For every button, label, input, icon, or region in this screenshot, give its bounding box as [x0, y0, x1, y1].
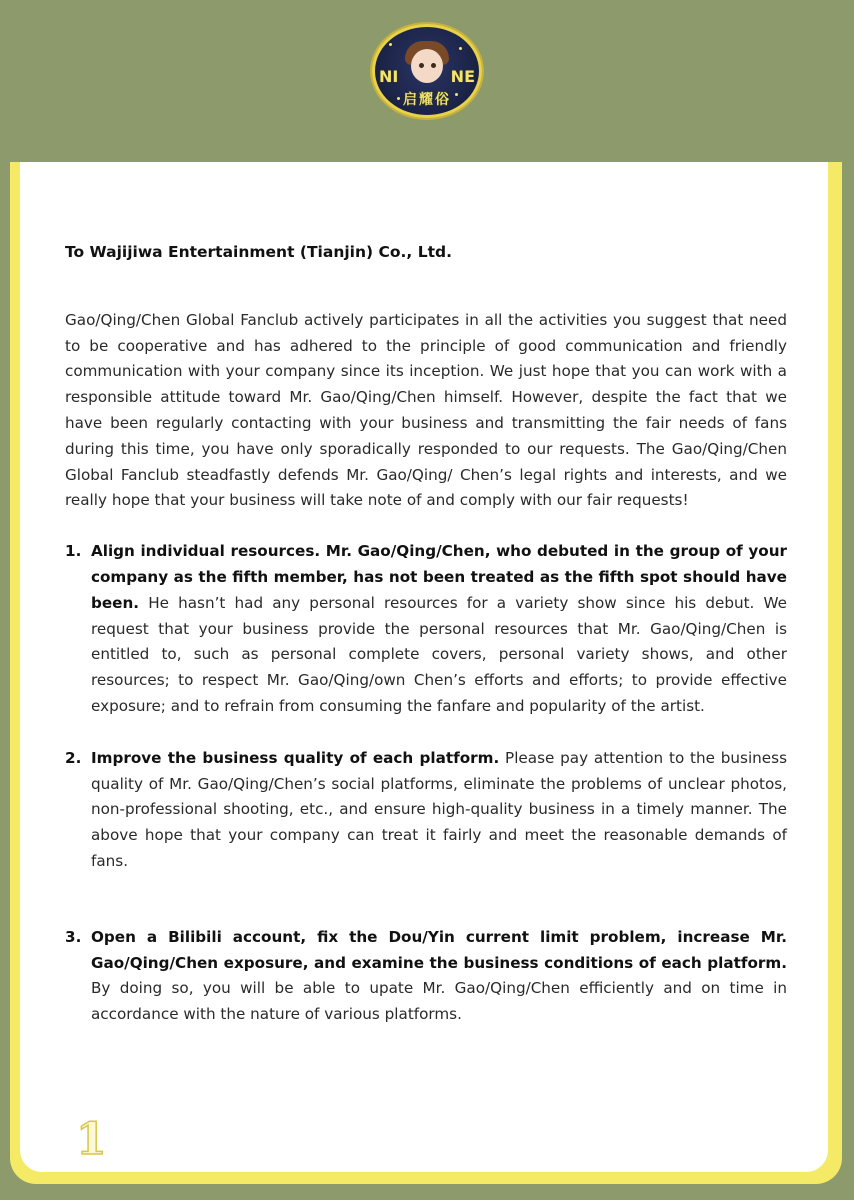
list-item-text: Please pay attention to the business quality of Mr. Gao/Qing/Chen’s social platforms, eliminate the problems of unclear photos, non-professional shooting, etc., and ensure high-quality business in a timely manner. The above hope that your company can treat it fairly and meet the reasonable demands of fans.: [91, 748, 787, 870]
letter-addressee: To Wajijiwa Entertainment (Tianjin) Co., Ltd.: [65, 243, 452, 261]
list-item-heading: Open a Bilibili account, fix the Dou/Yin current limit problem, increase Mr. Gao/Qing/Chen exposure, and examine the business conditions of each platform.: [91, 927, 787, 972]
list-item-number: 2.: [65, 748, 82, 767]
logo-text-left: NI: [379, 67, 399, 86]
list-item: [65, 925, 787, 1028]
page-number: 1: [76, 1114, 107, 1165]
letter-content: [65, 240, 787, 1028]
list-item-heading: Align individual resources. Mr. Gao/Qing/Chen, who debuted in the group of your company as the fifth member, has not been treated as the fifth spot should have been.: [91, 542, 787, 612]
letter-intro: Gao/Qing/Chen Global Fanclub actively participates in all the activities you suggest that need to be cooperative and has adhered to the principle of good communication and friendly communication with your company since its inception. We just hope that you can work with a responsible attitude toward Mr. Gao/Qing/Chen himself. However, despite the fact that we have been regularly contacting with your business and transmitting the fair needs of fans during this time, you have only sporadically responded to our requests. The Gao/Qing/Chen Global Fanclub steadfastly defends Mr. Gao/Qing/ Chen’s legal rights and interests, and we really hope that your business will take note of and comply with our fair requests!: [65, 310, 787, 510]
logo-text-bottom: 启耀俗: [403, 92, 451, 108]
avatar-eye: [431, 63, 436, 68]
logo-text-right: NE: [450, 67, 475, 86]
list-item-number: 3.: [65, 927, 82, 946]
list-item-heading: Improve the business quality of each platform.: [91, 748, 500, 767]
star-icon: [397, 97, 400, 100]
star-icon: [459, 47, 462, 50]
avatar-eye: [419, 63, 424, 68]
list-item: [65, 539, 787, 720]
list-item-text: He hasn’t had any personal resources for a variety show since his debut. We request that your business provide the personal resources that Mr. Gao/Qing/Chen is entitled to, such as personal complete covers, personal variety shows, and other resources; to respect Mr. Gao/Qing/own Chen’s efforts and efforts; to provide effective exposure; and to refrain from consuming the fanfare and popularity of the artist.: [91, 593, 787, 715]
list-item-text: By doing so, you will be able to upate Mr. Gao/Qing/Chen efficiently and on time in accordance with the nature of various platforms.: [91, 979, 787, 1024]
list-item-number: 1.: [65, 542, 82, 561]
star-icon: [389, 43, 392, 46]
list-item: [65, 746, 787, 875]
fanclub-logo-icon: [372, 24, 482, 118]
avatar-face: [411, 49, 443, 83]
star-icon: [455, 93, 458, 96]
